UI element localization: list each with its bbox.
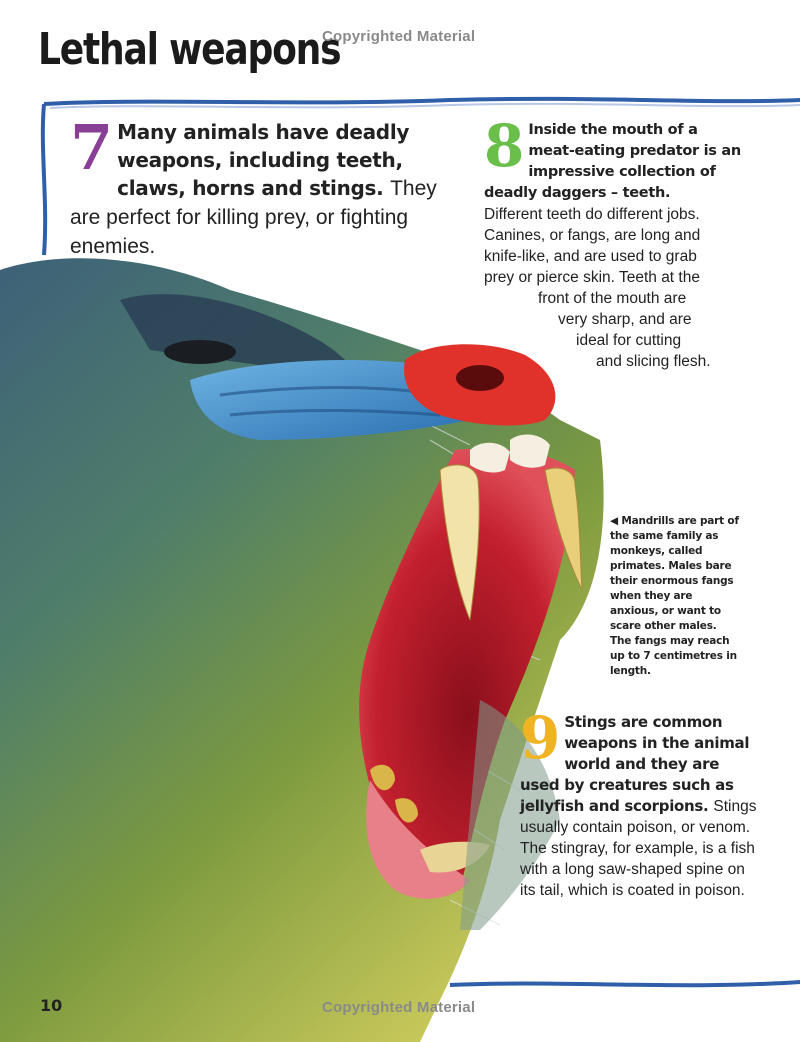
fact-body-line: Canines, or fangs, are long and: [484, 227, 701, 244]
fact-body-line: prey or pierce skin. Teeth at the: [484, 269, 700, 286]
fact-body: Stings usually contain poison, or venom. The stingray, for example, is a fish with a long saw-shaped spine on its tail, which is coated in poison.: [520, 798, 757, 899]
fact-lead: Stings are common weapons in the animal world and they are used by creatures such as jellyfish and scorpions.: [520, 713, 750, 815]
fact-body-line: and slicing flesh.: [596, 353, 711, 370]
fact-number: 9: [520, 704, 561, 772]
fact-number: 8: [484, 112, 525, 180]
page-number: 10: [40, 996, 63, 1015]
fact-8: [484, 112, 741, 372]
fact-body: They are perfect for killing prey, or fighting enemies.: [70, 177, 437, 258]
fact-lead-line: impressive collection of: [528, 164, 716, 180]
fact-lead: Many animals have deadly weapons, including teeth, claws, horns and stings.: [117, 120, 410, 200]
mandrill-eye: [164, 340, 236, 364]
fact-body-line: knife-like, and are used to grab: [484, 248, 697, 265]
fact-number: 7: [70, 111, 114, 184]
fact-body-line: Different teeth do different jobs.: [484, 206, 700, 223]
fact-lead-line: meat-eating predator is an: [528, 143, 741, 159]
fact-lead-line: deadly daggers – teeth.: [484, 185, 671, 201]
fact-body-line: front of the mouth are: [538, 290, 687, 307]
page-title: Lethal weapons: [38, 24, 341, 75]
fact-body-line: ideal for cutting: [576, 332, 682, 349]
page-frame: [44, 99, 800, 104]
copyright-bottom: Copyrighted Material: [322, 999, 476, 1016]
fact-lead-line: Inside the mouth of a: [528, 122, 698, 138]
fact-7: [70, 111, 460, 261]
fact-9: [520, 704, 760, 901]
fact-body-line: very sharp, and are: [558, 311, 692, 328]
copyright-top: Copyrighted Material: [322, 28, 476, 45]
illustration-caption: ◀ Mandrills are part of the same family as monkeys, called primates. Males bare their enormous fangs when they are anxious, or want to scare other males. The fangs may reach up to 7 centimetres in length.: [610, 515, 739, 677]
